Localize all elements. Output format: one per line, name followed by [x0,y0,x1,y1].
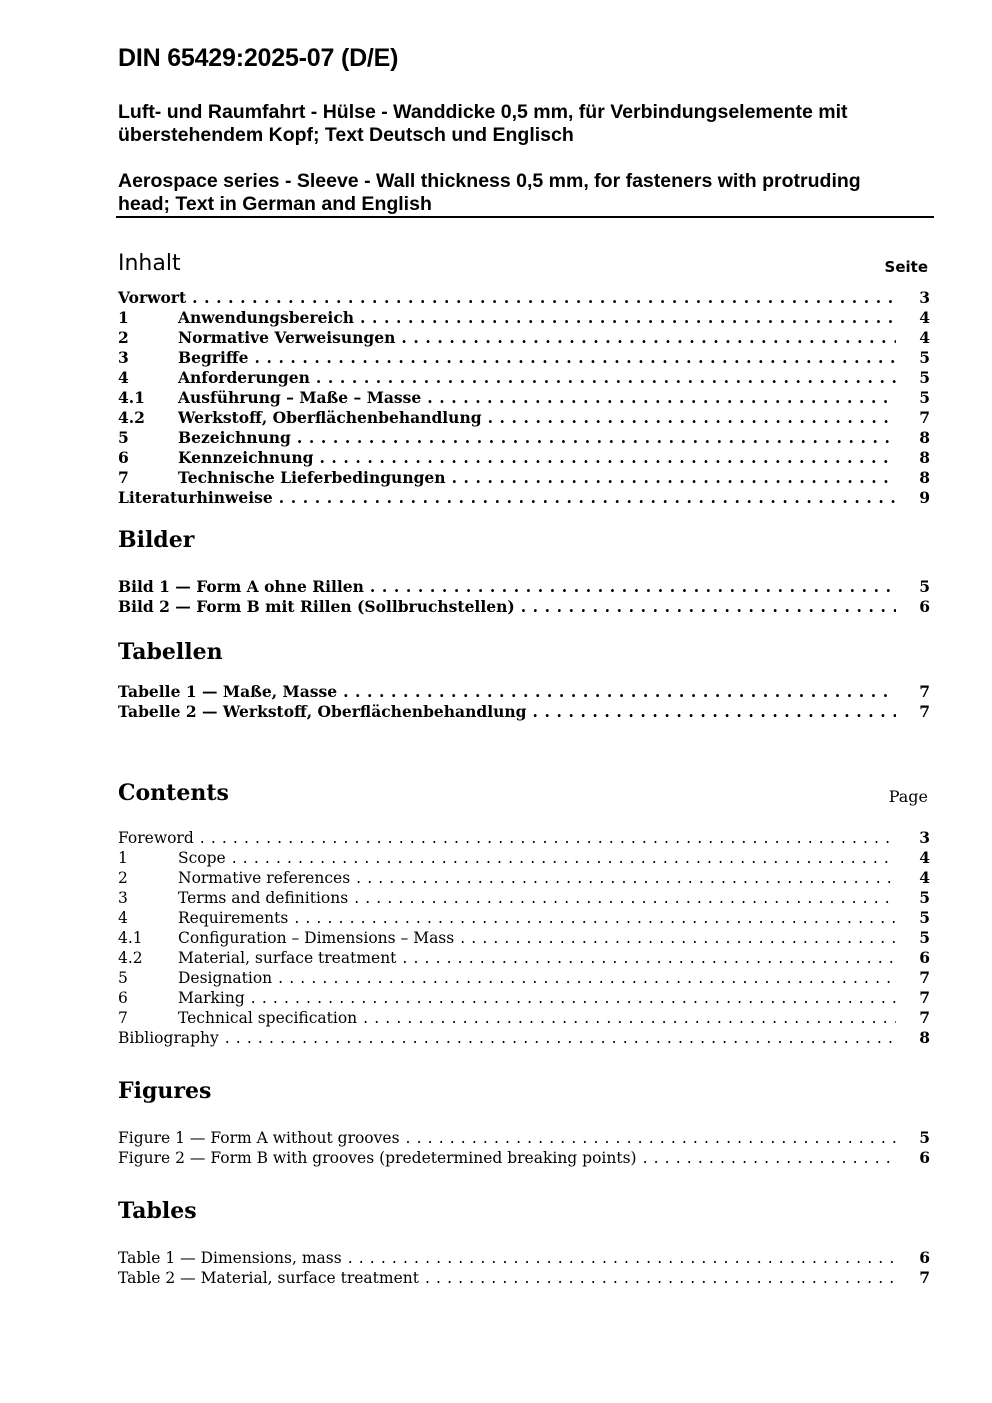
toc-entry[interactable] [118,828,930,848]
toc-entry-page: 8 [919,428,930,447]
toc-entry-title: Foreword [118,829,194,847]
heading-bilder: Bilder [118,527,195,553]
toc-entry-page: 4 [919,308,930,327]
heading-tables: Tables [118,1198,197,1224]
toc-entry-page: 7 [919,682,930,701]
toc-entry[interactable] [118,702,930,722]
toc-dot-leader [232,848,896,868]
toc-entry-number: 2 [118,328,129,347]
toc-entry[interactable] [118,448,930,468]
toc-dot-leader [643,1148,896,1168]
toc-entry[interactable] [118,968,930,988]
toc-dot-leader [279,488,896,508]
toc-entry[interactable] [118,368,930,388]
toc-dot-leader [348,1248,896,1268]
toc-dot-leader [452,468,896,488]
toc-entry[interactable] [118,468,930,488]
toc-dot-leader [343,682,896,702]
toc-en-contents [118,828,930,1048]
toc-entry[interactable] [118,388,930,408]
toc-entry-number: 2 [118,869,128,887]
page-label-page: Page [888,787,928,806]
toc-entry-title: Bild 1 — Form A ohne Rillen [118,577,364,596]
toc-entry-page: 7 [919,408,930,427]
toc-entry-title: Werkstoff, Oberflächenbehandlung [178,408,482,427]
toc-entry[interactable] [118,868,930,888]
toc-entry-page: 6 [919,1148,930,1167]
heading-inhalt: Inhalt [118,251,181,276]
toc-dot-leader [427,388,896,408]
toc-entry-title: Material, surface treatment [178,949,397,967]
toc-entry[interactable] [118,1248,930,1268]
toc-dot-leader [360,308,896,328]
toc-entry[interactable] [118,428,930,448]
toc-entry-title: Tabelle 1 — Maße, Masse [118,682,338,701]
toc-entry[interactable] [118,1028,930,1048]
toc-entry-number: 6 [118,989,128,1007]
toc-dot-leader [488,408,896,428]
toc-dot-leader [278,968,896,988]
toc-entry[interactable] [118,948,930,968]
toc-entry-page: 5 [919,348,930,367]
toc-entry-page: 7 [919,702,930,721]
toc-entry-number: 3 [118,889,128,907]
heading-contents: Contents [118,780,229,806]
toc-entry-page: 3 [919,828,930,847]
toc-entry-page: 8 [919,1028,930,1047]
toc-dot-leader [354,888,896,908]
toc-entry-title: Table 1 — Dimensions, mass [118,1249,342,1267]
toc-entry-page: 5 [919,888,930,907]
toc-entry-number: 7 [118,468,129,487]
toc-entry[interactable] [118,328,930,348]
toc-entry-page: 6 [919,1248,930,1267]
toc-entry[interactable] [118,597,930,617]
toc-dot-leader [254,348,896,368]
toc-entry-number: 1 [118,849,128,867]
toc-entry-page: 6 [919,597,930,616]
toc-entry-title: Terms and definitions [178,889,349,907]
toc-entry[interactable] [118,348,930,368]
toc-dot-leader [316,368,896,388]
toc-dot-leader [425,1268,896,1288]
toc-entry-number: 4 [118,909,128,927]
toc-entry-title: Designation [178,969,273,987]
toc-dot-leader [521,597,896,617]
toc-entry-number: 5 [118,428,129,447]
toc-dot-leader [225,1028,896,1048]
toc-entry[interactable] [118,908,930,928]
toc-entry-number: 1 [118,308,129,327]
toc-entry-page: 4 [919,868,930,887]
toc-entry[interactable] [118,888,930,908]
toc-entry-number: 7 [118,1009,128,1027]
toc-dot-leader [192,288,896,308]
toc-entry-title: Figure 1 — Form A without grooves [118,1129,400,1147]
toc-dot-leader [460,928,896,948]
toc-entry-title: Literaturhinweise [118,488,273,507]
toc-entry-page: 8 [919,468,930,487]
toc-entry-title: Bild 2 — Form B mit Rillen (Sollbruchstellen) [118,597,515,616]
toc-dot-leader [294,908,896,928]
toc-entry-number: 6 [118,448,129,467]
toc-entry[interactable] [118,682,930,702]
title-rule [116,216,934,218]
toc-dot-leader [402,948,896,968]
toc-en-tables [118,1248,930,1288]
toc-entry[interactable] [118,488,930,508]
toc-entry-title: Tabelle 2 — Werkstoff, Oberflächenbehandlung [118,702,527,721]
toc-entry-title: Bibliography [118,1029,219,1047]
toc-entry-title: Technische Lieferbedingungen [178,468,446,487]
toc-entry-title: Begriffe [178,348,249,367]
toc-entry-title: Scope [178,849,226,867]
toc-entry[interactable] [118,288,930,308]
toc-entry-page: 5 [919,928,930,947]
toc-entry-page: 7 [919,1268,930,1287]
toc-dot-leader [356,868,896,888]
toc-entry[interactable] [118,1148,930,1168]
toc-entry-page: 5 [919,1128,930,1147]
toc-entry-number: 4.2 [118,408,145,427]
toc-entry-page: 4 [919,328,930,347]
toc-entry-title: Anforderungen [178,368,310,387]
toc-entry-page: 6 [919,948,930,967]
toc-entry-page: 7 [919,988,930,1007]
toc-dot-leader [532,702,896,722]
toc-entry[interactable] [118,408,930,428]
toc-entry-title: Bezeichnung [178,428,291,447]
toc-entry-title: Figure 2 — Form B with grooves (predetermined breaking points) [118,1149,637,1167]
toc-entry-title: Technical specification [178,1009,358,1027]
toc-entry-number: 5 [118,969,128,987]
page-label-seite: Seite [884,258,928,276]
toc-entry-number: 4.1 [118,388,145,407]
toc-dot-leader [297,428,896,448]
toc-entry-title: Normative Verweisungen [178,328,396,347]
toc-entry[interactable] [118,988,930,1008]
toc-entry[interactable] [118,1268,930,1288]
toc-entry[interactable] [118,848,930,868]
heading-tabellen: Tabellen [118,639,223,665]
toc-entry-page: 7 [919,968,930,987]
toc-entry[interactable] [118,1008,930,1028]
toc-de-tables [118,682,930,722]
document-title: DIN 65429:2025-07 (D/E) [118,44,399,72]
toc-entry-title: Vorwort [118,288,187,307]
toc-entry-page: 4 [919,848,930,867]
toc-entry-page: 5 [919,368,930,387]
toc-entry-page: 8 [919,448,930,467]
toc-dot-leader [370,577,896,597]
toc-entry-page: 7 [919,1008,930,1027]
toc-entry-title: Requirements [178,909,289,927]
toc-entry-page: 5 [919,388,930,407]
toc-entry[interactable] [118,928,930,948]
toc-dot-leader [319,448,896,468]
toc-entry-title: Anwendungsbereich [178,308,355,327]
toc-entry-page: 5 [919,577,930,596]
toc-entry-page: 3 [919,288,930,307]
toc-dot-leader [401,328,896,348]
heading-figures: Figures [118,1078,212,1104]
toc-entry-number: 4 [118,368,129,387]
toc-entry[interactable] [118,308,930,328]
toc-dot-leader [363,1008,896,1028]
toc-en-figures [118,1128,930,1168]
toc-entry-title: Table 2 — Material, surface treatment [118,1269,419,1287]
toc-entry-number: 3 [118,348,129,367]
toc-entry-page: 5 [919,908,930,927]
toc-dot-leader [406,1128,896,1148]
toc-entry[interactable] [118,577,930,597]
toc-entry-number: 4.1 [118,929,143,947]
toc-entry-title: Ausführung – Maße – Masse [178,388,422,407]
toc-de-contents [118,288,930,508]
toc-de-figures [118,577,930,617]
toc-entry-title: Configuration – Dimensions – Mass [178,929,455,947]
toc-entry[interactable] [118,1128,930,1148]
toc-entry-title: Normative references [178,869,351,887]
subtitle-english: Aerospace series - Sleeve - Wall thickness 0,5 mm, for fasteners with protruding head; Text in German and English [118,170,861,215]
toc-dot-leader [200,828,896,848]
subtitle-german: Luft- und Raumfahrt - Hülse - Wanddicke 0,5 mm, für Verbindungselemente mit überstehendem Kopf; Text Deutsch und Englisch [118,101,848,146]
toc-dot-leader [251,988,896,1008]
toc-entry-title: Kennzeichnung [178,448,314,467]
toc-entry-page: 9 [919,488,930,507]
toc-entry-number: 4.2 [118,949,143,967]
toc-entry-title: Marking [178,989,245,1007]
